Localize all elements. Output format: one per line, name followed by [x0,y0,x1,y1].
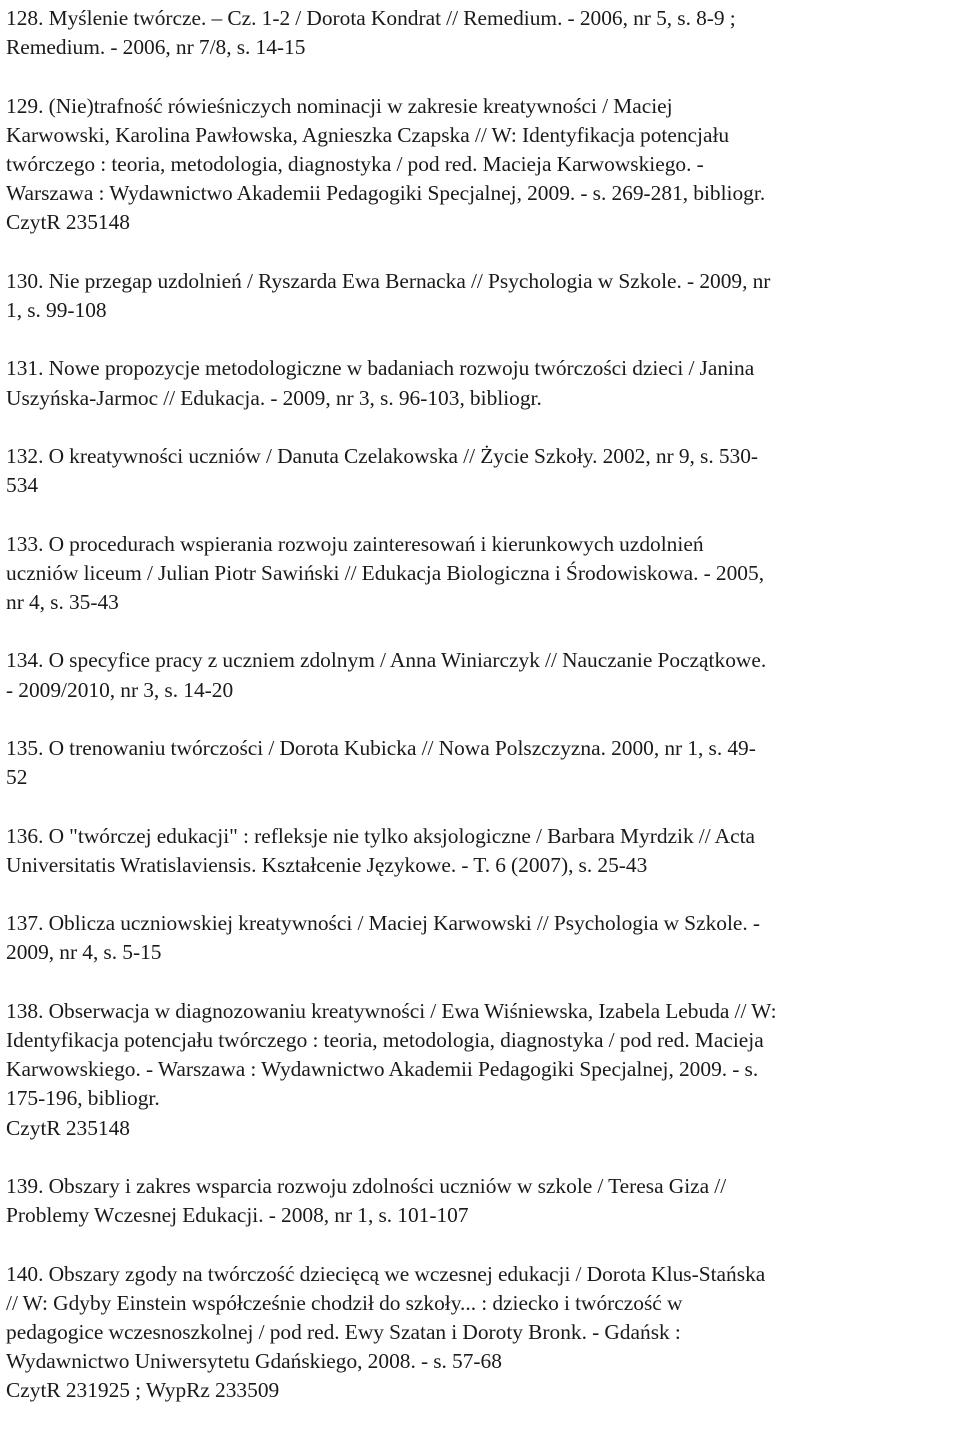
entry-line: 131. Nowe propozycje metodologiczne w badaniach rozwoju twórczości dzieci / Janina [6,356,755,381]
entry-line: Wydawnictwo Uniwersytetu Gdańskiego, 2008. - s. 57-68 [6,1349,502,1374]
entry-line: Warszawa : Wydawnictwo Akademii Pedagogiki Specjalnej, 2009. - s. 269-281, bibliogr. [6,181,766,206]
bibliography-entry-136 [6,822,954,880]
bibliography-entry-140 [6,1260,954,1406]
entry-line: 52 [6,765,28,790]
entry-line: Uszyńska-Jarmoc // Edukacja. - 2009, nr 3, s. 96-103, bibliogr. [6,385,542,410]
entry-line: 129. (Nie)trafność rówieśniczych nominacji w zakresie kreatywności / Maciej [6,93,673,118]
entry-line: 135. O trenowaniu twórczości / Dorota Kubicka // Nowa Polszczyzna. 2000, nr 1, s. 49- [6,735,756,760]
bibliography-entry-134 [6,646,954,704]
entry-line: // W: Gdyby Einstein współcześnie chodził do szkoły... : dziecko i twórczość w [6,1290,683,1315]
entry-line: 134. O specyfice pracy z uczniem zdolnym / Anna Winiarczyk // Nauczanie Początkowe. [6,648,767,673]
entry-line: nr 4, s. 35-43 [6,589,119,614]
bibliography-entry-129 [6,92,954,238]
entry-line: 139. Obszary i zakres wsparcia rozwoju zdolności uczniów w szkole / Teresa Giza // [6,1173,727,1198]
entry-line: Karwowskiego. - Warszawa : Wydawnictwo Akademii Pedagogiki Specjalnej, 2009. - s. [6,1057,759,1082]
entry-line: Problemy Wczesnej Edukacji. - 2008, nr 1, s. 101-107 [6,1203,469,1228]
entry-line: 1, s. 99-108 [6,298,107,322]
entry-line: Remedium. - 2006, nr 7/8, s. 14-15 [6,35,306,60]
entry-line: twórczego : teoria, metodologia, diagnostyka / pod red. Macieja Karwowskiego. - [6,152,704,176]
entry-line: 130. Nie przegap uzdolnień / Ryszarda Ewa Bernacka // Psychologia w Szkole. - 2009, nr [6,268,771,293]
entry-line: pedagogice wczesnoszkolnej / pod red. Ewy Szatan i Doroty Bronk. - Gdańsk : [6,1319,681,1344]
entry-line: 128. Myślenie twórcze. – Cz. 1-2 / Dorota Kondrat // Remedium. - 2006, nr 5, s. 8-9 ; [6,6,736,30]
entry-line: 132. O kreatywności uczniów / Danuta Czelakowska // Życie Szkoły. 2002, nr 9, s. 530- [6,443,759,468]
entry-line: uczniów liceum / Julian Piotr Sawiński // Edukacja Biologiczna i Środowiskowa. - 2005, [6,560,765,585]
bibliography-entry-128 [6,4,954,62]
entry-line: 175-196, bibliogr. [6,1086,160,1111]
entry-line: 137. Oblicza uczniowskiej kreatywności / Maciej Karwowski // Psychologia w Szkole. - [6,911,761,936]
bibliography-entry-130 [6,267,954,325]
entry-line: 136. O "twórczej edukacji" : refleksje nie tylko aksjologiczne / Barbara Myrdzik // Acta [6,823,756,848]
entry-call-number: CzytR 235148 [6,210,130,235]
entry-line: 133. O procedurach wspierania rozwoju zainteresowań i kierunkowych uzdolnień [6,531,704,556]
bibliography-entry-131 [6,354,954,412]
entry-line: Universitatis Wratislaviensis. Kształcenie Językowe. - T. 6 (2007), s. 25-43 [6,852,648,877]
entry-call-number: CzytR 235148 [6,1115,130,1140]
entry-line: Identyfikacja potencjału twórczego : teoria, metodologia, diagnostyka / pod red. Macieja [6,1027,764,1052]
bibliography-entry-132 [6,442,954,500]
entry-line: 534 [6,473,39,498]
bibliography-entry-138 [6,997,954,1143]
entry-line: - 2009/2010, nr 3, s. 14-20 [6,677,234,702]
bibliography-entry-135 [6,734,954,792]
entry-line: Karwowski, Karolina Pawłowska, Agnieszka Czapska // W: Identyfikacja potencjału [6,122,730,147]
entry-line: 140. Obszary zgody na twórczość dziecięcą we wczesnej edukacji / Dorota Klus-Stańska [6,1261,766,1286]
bibliography-entry-139 [6,1172,954,1230]
entry-line: 138. Obserwacja w diagnozowaniu kreatywności / Ewa Wiśniewska, Izabela Lebuda // W: [6,998,777,1023]
entry-call-number: CzytR 231925 ; WypRz 233509 [6,1378,280,1403]
bibliography-entry-133 [6,530,954,618]
bibliography-entry-137 [6,909,954,967]
entry-line: 2009, nr 4, s. 5-15 [6,940,162,965]
